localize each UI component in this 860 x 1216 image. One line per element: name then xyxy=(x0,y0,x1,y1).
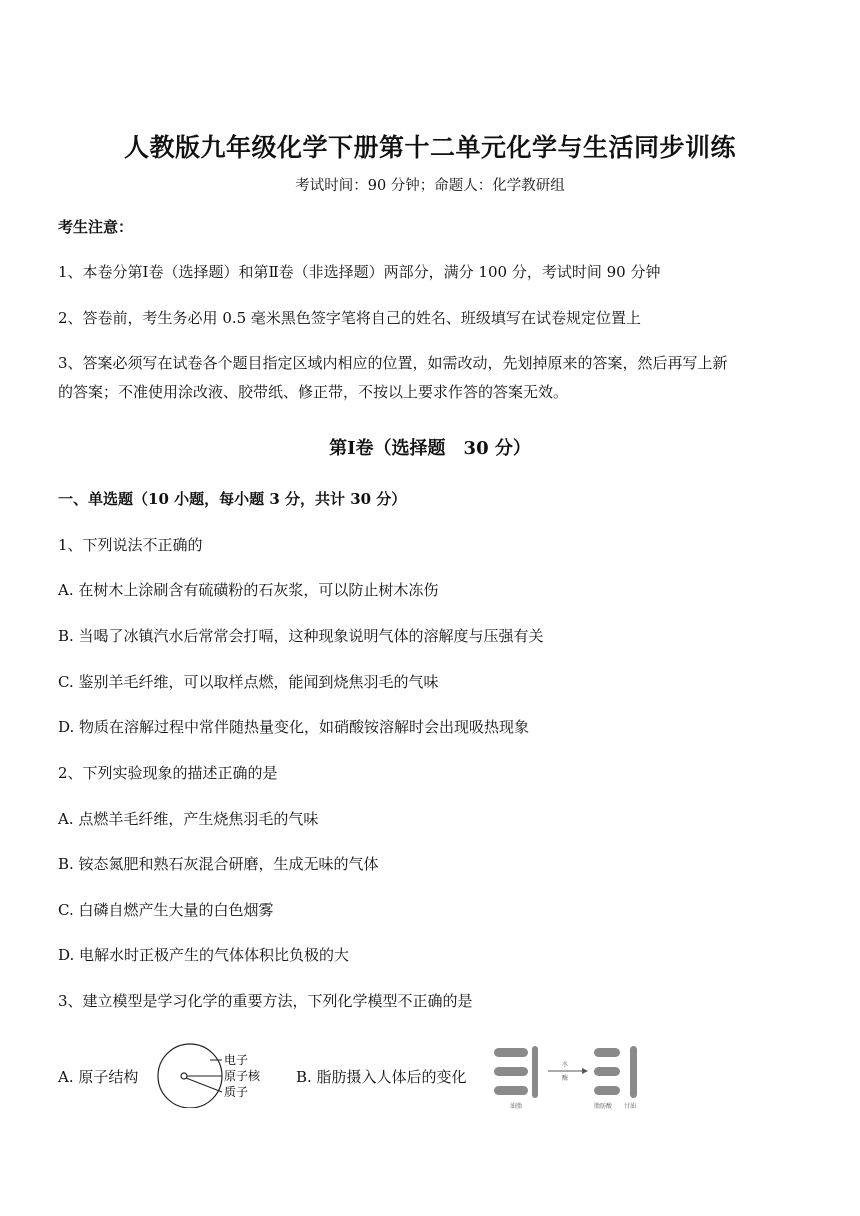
option-text: D. 电解水时正极产生的气体体积比负极的大 xyxy=(58,946,350,964)
atom-label: 质子 xyxy=(224,1085,249,1099)
question-3-figures xyxy=(58,1040,758,1110)
option-text: A. 点燃羊毛纤维，产生烧焦羽毛的气味 xyxy=(58,810,319,828)
option-b-label: B. 脂肪摄入人体后的变化 xyxy=(296,1068,467,1086)
part-heading: 一、单选题（10 小题，每小题 3 分，共计 30 分） xyxy=(58,490,407,508)
fatty-acid-label: 脂肪酸 xyxy=(594,1103,613,1110)
atom-label: 原子核 xyxy=(224,1069,261,1083)
option-text: C. 鉴别羊毛纤维，可以取样点燃，能闻到烧焦羽毛的气味 xyxy=(58,673,439,691)
option-a-label: A. 原子结构 xyxy=(58,1068,139,1086)
atom-label: 电子 xyxy=(224,1053,249,1067)
exam-info: 考试时间：90 分钟；命题人：化学教研组 xyxy=(295,178,565,194)
option-text: B. 当喝了冰镇汽水后常常会打嗝，这种现象说明气体的溶解度与压强有关 xyxy=(58,627,544,645)
question-stem: 1、下列说法不正确的 xyxy=(58,536,203,554)
option-text: D. 物质在溶解过程中常伴随热量变化，如硝酸铵溶解时会出现吸热现象 xyxy=(58,718,530,736)
question-stem: 3、建立模型是学习化学的重要方法，下列化学模型不正确的是 xyxy=(58,992,473,1010)
notice-item: 3、答案必须写在试卷各个题目指定区域内相应的位置，如需改动，先划掉原来的答案，然后再写上新 xyxy=(58,354,728,372)
option-text: A. 在树木上涂刷含有硫磺粉的石灰浆，可以防止树木冻伤 xyxy=(58,581,439,599)
enzyme-label: 酶 xyxy=(562,1075,569,1082)
water-label: 水 xyxy=(562,1061,569,1068)
option-text: C. 白磷自燃产生大量的白色烟雾 xyxy=(58,901,274,919)
atom-structure-diagram xyxy=(150,1040,270,1108)
notice-item: 2、答卷前，考生务必用 0.5 毫米黑色签字笔将自己的姓名、班级填写在试卷规定位置上 xyxy=(58,309,641,327)
fat-label: 油脂 xyxy=(510,1103,523,1110)
glycerol-label: 甘油 xyxy=(624,1103,637,1110)
notice-item: 1、本卷分第Ⅰ卷（选择题）和第Ⅱ卷（非选择题）两部分，满分 100 分，考试时间 90 分钟 xyxy=(58,263,661,281)
notice-item: 的答案；不准使用涂改液、胶带纸、修正带，不按以上要求作答的答案无效。 xyxy=(58,383,569,401)
option-text: B. 铵态氮肥和熟石灰混合研磨，生成无味的气体 xyxy=(58,855,379,873)
section-title: 第Ⅰ卷（选择题 30 分） xyxy=(329,438,531,459)
notice-heading: 考生注意： xyxy=(58,218,134,236)
page-title: 人教版九年级化学下册第十二单元化学与生活同步训练 xyxy=(123,133,736,162)
fat-digestion-diagram xyxy=(490,1040,650,1112)
question-stem: 2、下列实验现象的描述正确的是 xyxy=(58,764,278,782)
